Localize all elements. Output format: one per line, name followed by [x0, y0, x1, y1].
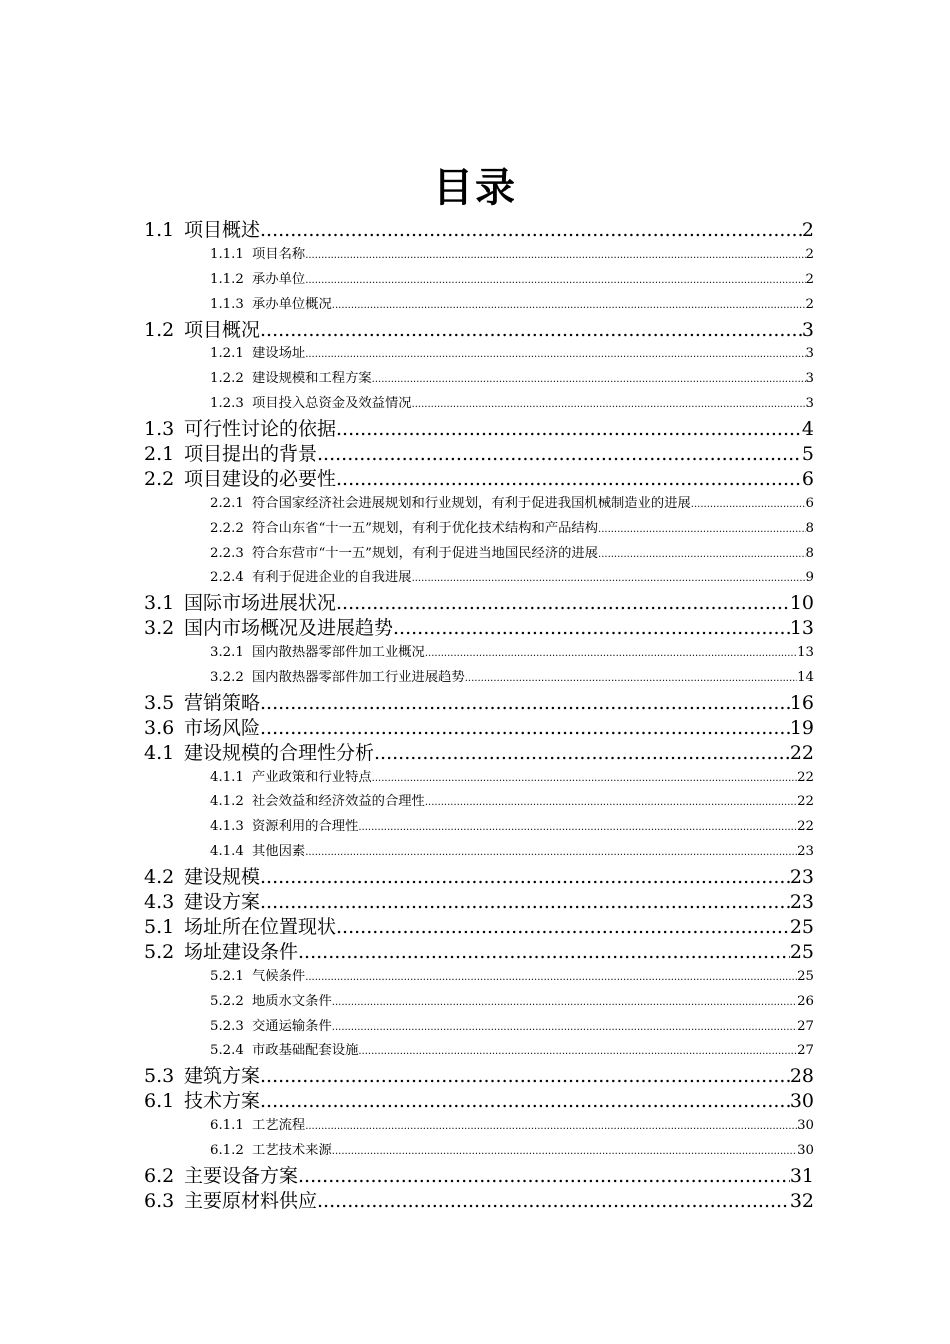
toc-page-number: 3 — [805, 346, 814, 362]
toc-entry-title: 市场风险 — [184, 716, 261, 739]
toc-entry-title: 建设方案 — [184, 891, 261, 914]
toc-entry-title: 符合东营市“十一五”规划，有利于促进当地国民经济的进展 — [252, 545, 599, 561]
toc-entry-title: 资源利用的合理性 — [252, 819, 359, 835]
toc-page-number: 14 — [797, 670, 814, 686]
toc-dot-leader — [298, 1164, 790, 1189]
toc-dot-leader — [412, 393, 806, 417]
toc-page-number: 26 — [797, 993, 814, 1009]
toc-page-number: 32 — [789, 1189, 814, 1212]
toc-page-number: 4 — [801, 418, 814, 441]
toc-entry-number: 4.1.4 — [210, 844, 244, 860]
toc-entry-number: 1.2.3 — [210, 396, 244, 412]
toc-entry-number: 2.2.3 — [210, 545, 244, 561]
toc-dot-leader — [336, 417, 802, 442]
toc-entry-number: 5.2.2 — [210, 993, 244, 1009]
toc-dot-leader — [598, 543, 806, 567]
toc-dot-leader — [374, 741, 790, 766]
toc-entry[interactable] — [144, 940, 814, 965]
toc-dot-leader — [393, 616, 790, 641]
toc-page-number: 25 — [789, 915, 814, 938]
toc-entry-title: 符合山东省“十一五”规划，有利于优化技术结构和产品结构 — [252, 520, 599, 536]
toc-entry-number: 4.2 — [144, 866, 175, 889]
toc-dot-leader — [332, 1016, 797, 1040]
toc-entry-number: 3.5 — [144, 691, 175, 714]
toc-page-number: 2 — [801, 219, 814, 241]
toc-entry-number: 2.2 — [144, 467, 175, 490]
toc-entry-title: 国内散热器零部件加工业概况 — [252, 645, 425, 661]
toc-entry-number: 1.1.1 — [210, 246, 244, 262]
toc-entry-title: 气候条件 — [252, 968, 306, 984]
toc-dot-leader — [305, 244, 805, 268]
toc-dot-leader — [260, 218, 802, 243]
toc-entry-title: 主要原材料供应 — [184, 1189, 318, 1212]
toc-entry-title: 其他因素 — [252, 844, 306, 860]
toc-page-number: 13 — [789, 617, 814, 640]
toc-subentry[interactable] — [144, 790, 814, 815]
toc-page-number: 22 — [797, 769, 814, 785]
toc-subentry[interactable] — [144, 243, 814, 268]
toc-entry-title: 社会效益和经济效益的合理性 — [252, 794, 425, 810]
toc-entry[interactable] — [144, 865, 814, 890]
toc-entry-title: 承办单位概况 — [252, 296, 332, 312]
toc-entry-number: 3.6 — [144, 716, 175, 739]
toc-dot-leader — [305, 1115, 797, 1139]
toc-dot-leader — [332, 294, 806, 318]
toc-entry-title: 建设规模和工程方案 — [252, 371, 372, 387]
toc-dot-leader — [598, 518, 806, 542]
toc-entry[interactable] — [144, 1164, 814, 1189]
toc-entry-title: 承办单位 — [252, 271, 306, 287]
toc-entry-number: 6.1.1 — [210, 1118, 244, 1134]
toc-dot-leader — [412, 567, 806, 591]
toc-entry-title: 建设规模 — [184, 866, 261, 889]
toc-entry-title: 市政基础配套设施 — [252, 1043, 359, 1059]
toc-dot-leader — [305, 343, 805, 367]
toc-page-number: 6 — [805, 495, 814, 511]
toc-page-number: 27 — [797, 1043, 814, 1059]
toc-entry[interactable] — [144, 741, 814, 766]
toc-entry-title: 产业政策和行业特点 — [252, 769, 372, 785]
toc-entry-number: 6.3 — [144, 1189, 175, 1212]
toc-dot-leader — [260, 716, 790, 741]
toc-dot-leader — [425, 642, 797, 666]
toc-entry-title: 项目概述 — [184, 219, 261, 241]
toc-dot-leader — [260, 1089, 790, 1114]
toc-entry-title: 建设场址 — [252, 346, 306, 362]
toc-dot-leader — [332, 1140, 797, 1164]
toc-dot-leader — [465, 667, 797, 691]
toc-entry-number: 2.2.1 — [210, 495, 244, 511]
toc-entry[interactable] — [144, 318, 814, 343]
toc-entry[interactable] — [144, 1089, 814, 1114]
toc-entry-number: 2.2.2 — [210, 520, 244, 536]
toc-entry[interactable] — [144, 691, 814, 716]
toc-page-number: 31 — [789, 1164, 814, 1187]
toc-entry-title: 有利于促进企业的自我进展 — [252, 570, 412, 586]
toc-dot-leader — [336, 915, 790, 940]
toc-subentry[interactable] — [144, 965, 814, 990]
toc-page-number: 23 — [797, 844, 814, 860]
toc-entry[interactable] — [144, 1189, 814, 1214]
toc-page-number: 28 — [789, 1065, 814, 1088]
toc-dot-leader — [298, 940, 790, 965]
toc-page-number: 2 — [805, 296, 814, 312]
toc-entry-title: 场址建设条件 — [184, 940, 299, 963]
toc-entry-title: 项目投入总资金及效益情况 — [252, 396, 412, 412]
toc-subentry[interactable] — [144, 542, 814, 567]
toc-subentry[interactable] — [144, 517, 814, 542]
toc-title: 目录 — [433, 164, 517, 211]
toc-entry-number: 1.2 — [144, 318, 175, 341]
toc-subentry[interactable] — [144, 492, 814, 517]
toc-entry[interactable] — [144, 915, 814, 940]
toc-subentry[interactable] — [144, 367, 814, 392]
toc-subentry[interactable] — [144, 840, 814, 865]
toc-dot-leader — [372, 767, 797, 791]
toc-entry-title: 项目概况 — [184, 318, 261, 341]
toc-entry-title: 场址所在位置现状 — [184, 915, 337, 938]
toc-subentry[interactable] — [144, 566, 814, 591]
toc-entry-title: 技术方案 — [184, 1090, 261, 1113]
toc-page-number: 3 — [801, 318, 814, 341]
toc-page-number: 16 — [789, 691, 814, 714]
toc-subentry[interactable] — [144, 815, 814, 840]
toc-page-number: 30 — [789, 1090, 814, 1113]
toc-entry-number: 4.1 — [144, 741, 175, 764]
toc-entry-number: 6.2 — [144, 1164, 175, 1187]
toc-entry-number: 5.3 — [144, 1065, 175, 1088]
toc-page-number: 22 — [789, 741, 814, 764]
toc-subentry[interactable] — [144, 1015, 814, 1040]
toc-entry-number: 3.2 — [144, 617, 175, 640]
toc-entry-title: 项目建设的必要性 — [184, 467, 337, 490]
toc-subentry[interactable] — [144, 268, 814, 293]
toc-dot-leader — [317, 1189, 790, 1214]
toc-entry-number: 3.1 — [144, 592, 175, 615]
toc-subentry[interactable] — [144, 766, 814, 791]
toc-entry-number: 5.2.4 — [210, 1043, 244, 1059]
toc-entry-number: 6.1 — [144, 1090, 175, 1113]
toc-entry-title: 工艺技术来源 — [252, 1142, 332, 1158]
toc-entry-title: 国际市场进展状况 — [184, 592, 337, 615]
toc-entry-number: 6.1.2 — [210, 1142, 244, 1158]
toc-entry-number: 2.1 — [144, 443, 175, 466]
toc-entry[interactable] — [144, 890, 814, 915]
toc-entry-number: 5.1 — [144, 915, 175, 938]
toc-page-number: 13 — [797, 645, 814, 661]
toc-page-number: 8 — [805, 520, 814, 536]
toc-entry-number: 5.2 — [144, 940, 175, 963]
toc-dot-leader — [358, 816, 797, 840]
toc-entry-number: 2.2.4 — [210, 570, 244, 586]
toc-dot-leader — [305, 269, 805, 293]
toc-entry-number: 3.2.2 — [210, 670, 244, 686]
toc-page-number: 19 — [789, 716, 814, 739]
toc-page-number: 10 — [789, 592, 814, 615]
toc-dot-leader — [336, 591, 790, 616]
toc-entry-title: 交通运输条件 — [252, 1018, 332, 1034]
toc-entry[interactable] — [144, 442, 814, 467]
toc-page-number: 3 — [805, 371, 814, 387]
toc-entry-title: 建筑方案 — [184, 1065, 261, 1088]
toc-entry[interactable] — [144, 716, 814, 741]
toc-dot-leader — [305, 841, 797, 865]
toc-entry-title: 建设规模的合理性分析 — [184, 741, 375, 764]
toc-page-number: 9 — [805, 570, 814, 586]
toc-subentry[interactable] — [144, 990, 814, 1015]
toc-entry-number: 1.1.3 — [210, 296, 244, 312]
toc-entry-number: 1.2.1 — [210, 346, 244, 362]
toc-dot-leader — [336, 467, 802, 492]
toc-subentry[interactable] — [144, 293, 814, 318]
toc-entry-number: 1.2.2 — [210, 371, 244, 387]
toc-page-number: 8 — [805, 545, 814, 561]
toc-subentry[interactable] — [144, 392, 814, 417]
toc-entry-title: 国内市场概况及进展趋势 — [184, 617, 394, 640]
toc-dot-leader — [260, 691, 790, 716]
toc-entry-title: 项目名称 — [252, 246, 306, 262]
toc-entry-title: 营销策略 — [184, 691, 261, 714]
toc-entry-number: 5.2.3 — [210, 1018, 244, 1034]
toc-subentry[interactable] — [144, 1114, 814, 1139]
toc-dot-leader — [332, 991, 797, 1015]
toc-entry-number: 1.3 — [144, 418, 175, 441]
toc-page-number: 23 — [789, 866, 814, 889]
toc-entry-title: 工艺流程 — [252, 1118, 306, 1134]
toc-entry[interactable] — [144, 467, 814, 492]
toc-page-number: 30 — [797, 1118, 814, 1134]
toc-page-number: 30 — [797, 1142, 814, 1158]
toc-page-number: 3 — [805, 396, 814, 412]
toc-dot-leader — [260, 865, 790, 890]
toc-dot-leader — [425, 791, 797, 815]
toc-entry[interactable] — [144, 616, 814, 641]
toc-subentry[interactable] — [144, 342, 814, 367]
toc-entry-number: 4.1.1 — [210, 769, 244, 785]
toc-entry-title: 可行性讨论的依据 — [184, 418, 337, 441]
toc-page-number: 6 — [801, 467, 814, 490]
toc-dot-leader — [317, 442, 802, 467]
toc-page-number: 2 — [805, 246, 814, 262]
toc-entry[interactable] — [144, 417, 814, 442]
toc-dot-leader — [372, 368, 806, 392]
toc-entry[interactable] — [144, 218, 814, 243]
toc-subentry[interactable] — [144, 641, 814, 666]
toc-entry-title: 符合国家经济社会进展规划和行业规划，有利于促进我国机械制造业的进展 — [252, 495, 691, 511]
toc-dot-leader — [260, 318, 802, 343]
toc-entry-title: 项目提出的背景 — [184, 443, 318, 466]
toc-subentry[interactable] — [144, 1039, 814, 1064]
toc-entry-number: 1.1 — [144, 219, 175, 241]
toc-dot-leader — [305, 966, 797, 990]
toc-page-number: 22 — [797, 794, 814, 810]
toc-subentry[interactable] — [144, 1139, 814, 1164]
table-of-contents — [144, 218, 814, 1214]
toc-entry-number: 4.1.2 — [210, 794, 244, 810]
toc-entry-number: 5.2.1 — [210, 968, 244, 984]
toc-entry-number: 1.1.2 — [210, 271, 244, 287]
toc-entry-number: 4.3 — [144, 891, 175, 914]
toc-subentry[interactable] — [144, 666, 814, 691]
toc-entry-title: 国内散热器零部件加工行业进展趋势 — [252, 670, 465, 686]
toc-entry[interactable] — [144, 1064, 814, 1089]
toc-dot-leader — [260, 890, 790, 915]
toc-page-number: 25 — [797, 968, 814, 984]
toc-entry[interactable] — [144, 591, 814, 616]
toc-page-number: 2 — [805, 271, 814, 287]
toc-page-number: 5 — [801, 443, 814, 466]
toc-page-number: 27 — [797, 1018, 814, 1034]
toc-page-number: 25 — [789, 940, 814, 963]
toc-dot-leader — [358, 1040, 797, 1064]
toc-dot-leader — [260, 1064, 790, 1089]
toc-page-number: 23 — [789, 891, 814, 914]
toc-entry-number: 3.2.1 — [210, 645, 244, 661]
toc-page-number: 22 — [797, 819, 814, 835]
toc-dot-leader — [691, 493, 806, 517]
toc-entry-number: 4.1.3 — [210, 819, 244, 835]
toc-entry-title: 地质水文条件 — [252, 993, 332, 1009]
toc-entry-title: 主要设备方案 — [184, 1164, 299, 1187]
